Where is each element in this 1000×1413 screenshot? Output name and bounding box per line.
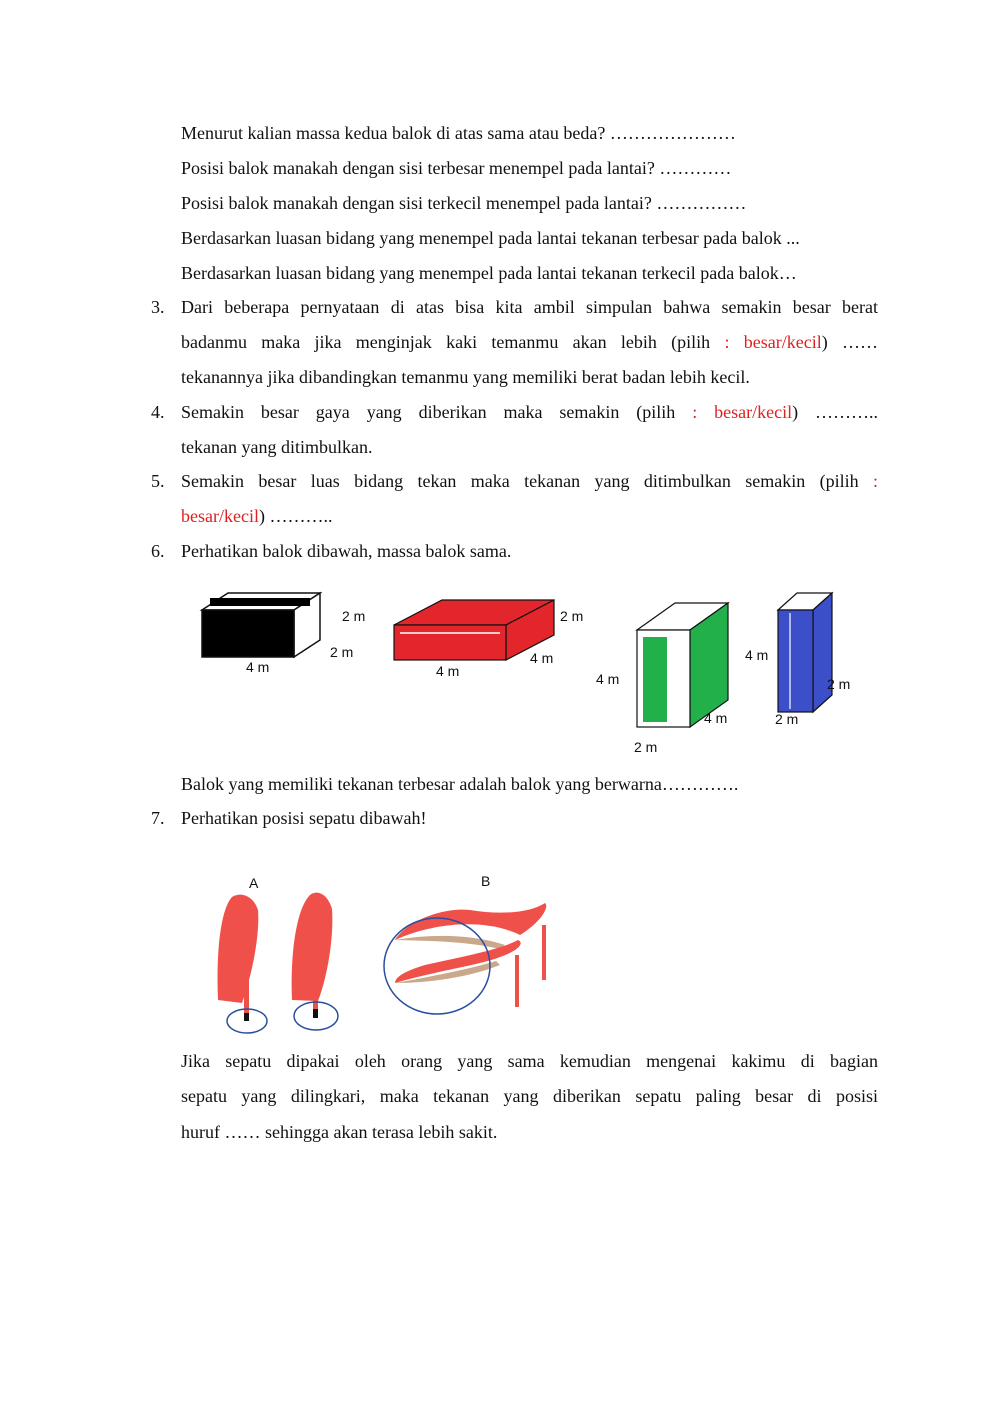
item-5-blank: ) ………..	[258, 506, 333, 526]
item-3-choice: : besar/kecil	[724, 332, 822, 352]
red-height-label: 2 m	[560, 608, 584, 624]
blue-depth-label: 2 m	[827, 676, 851, 692]
black-block	[202, 593, 365, 675]
shoe-label-b: B	[481, 873, 491, 889]
question-smallest-pressure: Berdasarkan luasan bidang yang menempel pada lantai tekanan terkecil pada balok…	[181, 263, 797, 283]
item-7-question: Perhatikan posisi sepatu dibawah!	[181, 808, 427, 828]
red-width-label: 4 m	[436, 663, 460, 679]
item-4-text: Semakin besar gaya yang diberikan maka semakin (pilih	[181, 402, 676, 422]
item-5-line-2	[181, 505, 332, 527]
item-7-line-2: sepatu yang dilingkari, maka tekanan yang diberikan sepatu paling besar di posisi	[181, 1086, 878, 1106]
item-6-answer: Balok yang memiliki tekanan terbesar adalah balok yang berwarna………….	[181, 774, 739, 794]
item-number-3: 3.	[151, 297, 165, 317]
item-number-7: 7.	[151, 808, 165, 828]
item-7-line-1: Jika sepatu dipakai oleh orang yang sama kemudian mengenai kakimu di bagian	[181, 1051, 878, 1071]
item-number-6: 6.	[151, 541, 165, 561]
black-depth-label: 2 m	[330, 644, 354, 660]
item-5-choice-colon: :	[872, 471, 878, 491]
black-width-label: 4 m	[246, 659, 270, 675]
blue-block	[745, 593, 850, 727]
item-3-blank: ) ……	[821, 332, 878, 352]
red-block	[394, 600, 583, 679]
blocks-figure	[190, 585, 870, 760]
item-5-choice: besar/kecil	[181, 506, 259, 526]
question-largest-pressure: Berdasarkan luasan bidang yang menempel pada lantai tekanan terbesar pada balok ...	[181, 228, 800, 248]
item-4-choice: : besar/kecil	[692, 402, 793, 422]
green-block	[596, 603, 728, 755]
question-largest-face: Posisi balok manakah dengan sisi terbesar menempel pada lantai? …………	[181, 158, 732, 178]
item-3-text: badanmu maka jika menginjak kaki temanmu akan lebih (pilih	[181, 332, 711, 352]
green-width-label: 2 m	[634, 739, 658, 755]
red-depth-label: 4 m	[530, 650, 554, 666]
green-depth-label: 4 m	[704, 710, 728, 726]
black-height-label: 2 m	[342, 608, 366, 624]
item-3-line-1: Dari beberapa pernyataan di atas bisa kita ambil simpulan bahwa semakin besar berat	[181, 297, 878, 317]
item-number-5: 5.	[151, 471, 165, 491]
shoe-a-left	[218, 895, 267, 1033]
item-4-line-2: tekanan yang ditimbulkan.	[181, 437, 373, 457]
shoes-figure	[200, 865, 580, 1045]
green-height-label: 4 m	[596, 671, 620, 687]
shoe-label-a: A	[249, 875, 259, 891]
item-6-question: Perhatikan balok dibawah, massa balok sama.	[181, 541, 512, 561]
item-5-text: Semakin besar luas bidang tekan maka tekanan yang ditimbulkan semakin (pilih	[181, 471, 859, 491]
question-smallest-face: Posisi balok manakah dengan sisi terkecil menempel pada lantai? ……………	[181, 193, 747, 213]
item-4-line-1	[181, 401, 878, 423]
item-3-line-2	[181, 331, 878, 353]
item-4-blank: ) ………..	[792, 402, 879, 422]
shoe-a-right	[292, 893, 338, 1030]
blue-height-label: 4 m	[745, 647, 769, 663]
shoe-b-pair	[384, 903, 546, 1014]
item-5-line-1	[181, 470, 878, 492]
item-3-line-3: tekanannya jika dibandingkan temanmu yang memiliki berat badan lebih kecil.	[181, 367, 750, 387]
blue-width-label: 2 m	[775, 711, 799, 727]
item-number-4: 4.	[151, 402, 165, 422]
question-mass: Menurut kalian massa kedua balok di atas sama atau beda? …………………	[181, 123, 736, 143]
item-7-line-3: huruf …… sehingga akan terasa lebih sakit.	[181, 1122, 498, 1142]
